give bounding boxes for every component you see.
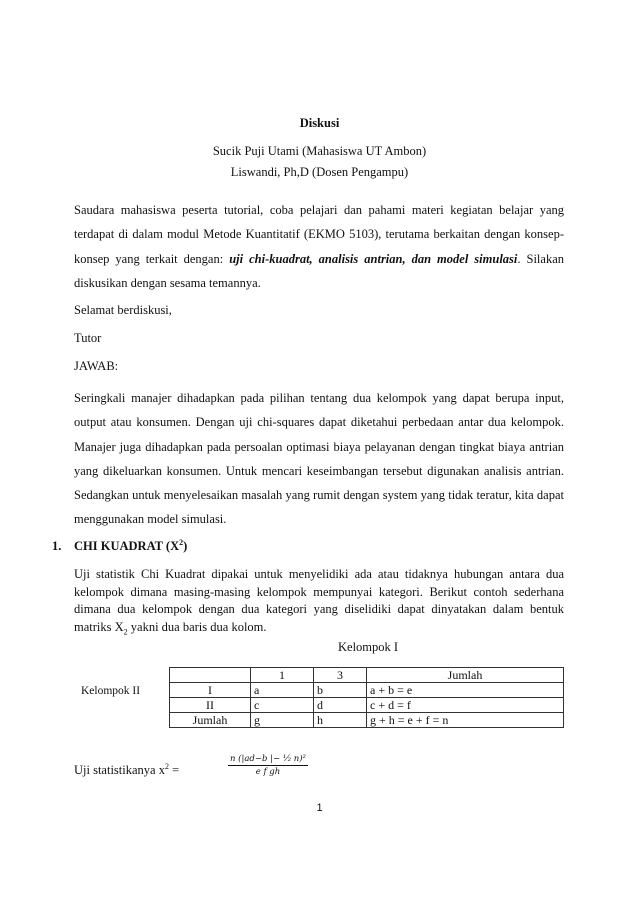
answer-label: JAWAB: — [74, 359, 119, 373]
table-cell: h — [314, 713, 367, 728]
table-row — [170, 683, 564, 698]
intro-text-after: . Silakan diskusikan dengan sesama temannya. — [74, 251, 564, 290]
table-cell: 1 — [251, 668, 314, 683]
formula-denominator: e f gh — [255, 767, 281, 777]
table-row — [170, 713, 564, 728]
row-group-label: Kelompok II — [81, 685, 141, 697]
table-cell: Jumlah — [367, 668, 564, 683]
formula-numerator: n (|ad−b |− ¹⁄₂ n)² — [230, 754, 306, 764]
table-cell: c — [251, 698, 314, 713]
table-cell — [170, 668, 251, 683]
section-title: CHI KUADRAT (X — [74, 539, 180, 554]
chi-paragraph — [74, 566, 564, 641]
table-cell: g + h = e + f = n — [367, 713, 564, 728]
formula-label — [74, 762, 179, 778]
column-group-label: Kelompok I — [338, 640, 399, 654]
intro-text-before: Saudara mahasiswa peserta tutorial, coba pelajari dan pahami materi kegiatan belajar yang terdapat di dalam modul Metode Kuantitatif (EKMO 5103), terutama berkaitan dengan konsep-konsep yang terkait dengan: — [74, 203, 564, 266]
formula-label-text: Uji statistikanya x — [74, 763, 165, 778]
table-cell: a — [251, 683, 314, 698]
section-title-end: ) — [183, 539, 188, 554]
table-cell: a + b = e — [367, 683, 564, 698]
chi-text-before: Uji statistik Chi Kuadrat dipakai untuk menyelidiki ada atau tidaknya hubungan antara dua kelompok dimana masing-masing kelompok mempunyai kategori. Berikut contoh sederhana dimana dua kelompok dengan dua kategori yang diselidiki dapat dinyatakan dalam bentuk matriks X — [74, 567, 564, 634]
table-cell: Jumlah — [170, 713, 251, 728]
section-number: 1. — [52, 539, 62, 554]
intro-paragraph — [74, 198, 564, 295]
section-heading — [52, 538, 187, 554]
table-header-row — [170, 668, 564, 683]
author-student: Sucik Puji Utami (Mahasiswa UT Ambon) — [212, 144, 427, 158]
table-cell: g — [251, 713, 314, 728]
chi-square-formula — [228, 754, 308, 777]
chi-text-sub: 2 — [123, 627, 128, 636]
greeting: Selamat berdiskusi, — [74, 303, 172, 317]
table-cell: d — [314, 698, 367, 713]
table-cell: 3 — [314, 668, 367, 683]
formula-label-eq: = — [168, 763, 180, 778]
chi-text-after: yakni dua baris dua kolom. — [127, 619, 267, 634]
table-cell: II — [170, 698, 251, 713]
page-title: Diskusi — [299, 116, 340, 130]
intro-emphasis: uji chi-kuadrat, analisis antrian, dan model simulasi — [229, 251, 518, 266]
section-title-sup: 2 — [179, 538, 184, 547]
answer-paragraph: Seringkali manajer dihadapkan pada pilihan tentang dua kelompok yang dapat berupa input, output atau konsumen. Dengan uji chi-squares dapat diketahui perbedaan antar dua kelompok. Manajer juga dihadapkan pada persoalan optimasi biaya pelayanan dengan tingkat biaya antrian yang dikeluarkan konsumen. Untuk mencari keseimbangan tersebut digunakan analisis antrian. Sedangkan untuk menyelesaikan masalah yang rumit dengan system yang tidak teratur, kita dapat menggunakan model simulasi. — [74, 391, 564, 527]
table-cell: I — [170, 683, 251, 698]
table-row — [170, 698, 564, 713]
signoff: Tutor — [74, 331, 102, 345]
formula-label-sup: 2 — [164, 762, 169, 771]
page-number: 1 — [316, 802, 323, 814]
table-cell: b — [314, 683, 367, 698]
table-cell: c + d = f — [367, 698, 564, 713]
contingency-table — [169, 667, 564, 728]
author-lecturer: Liswandi, Ph,D (Dosen Pengampu) — [230, 165, 409, 179]
